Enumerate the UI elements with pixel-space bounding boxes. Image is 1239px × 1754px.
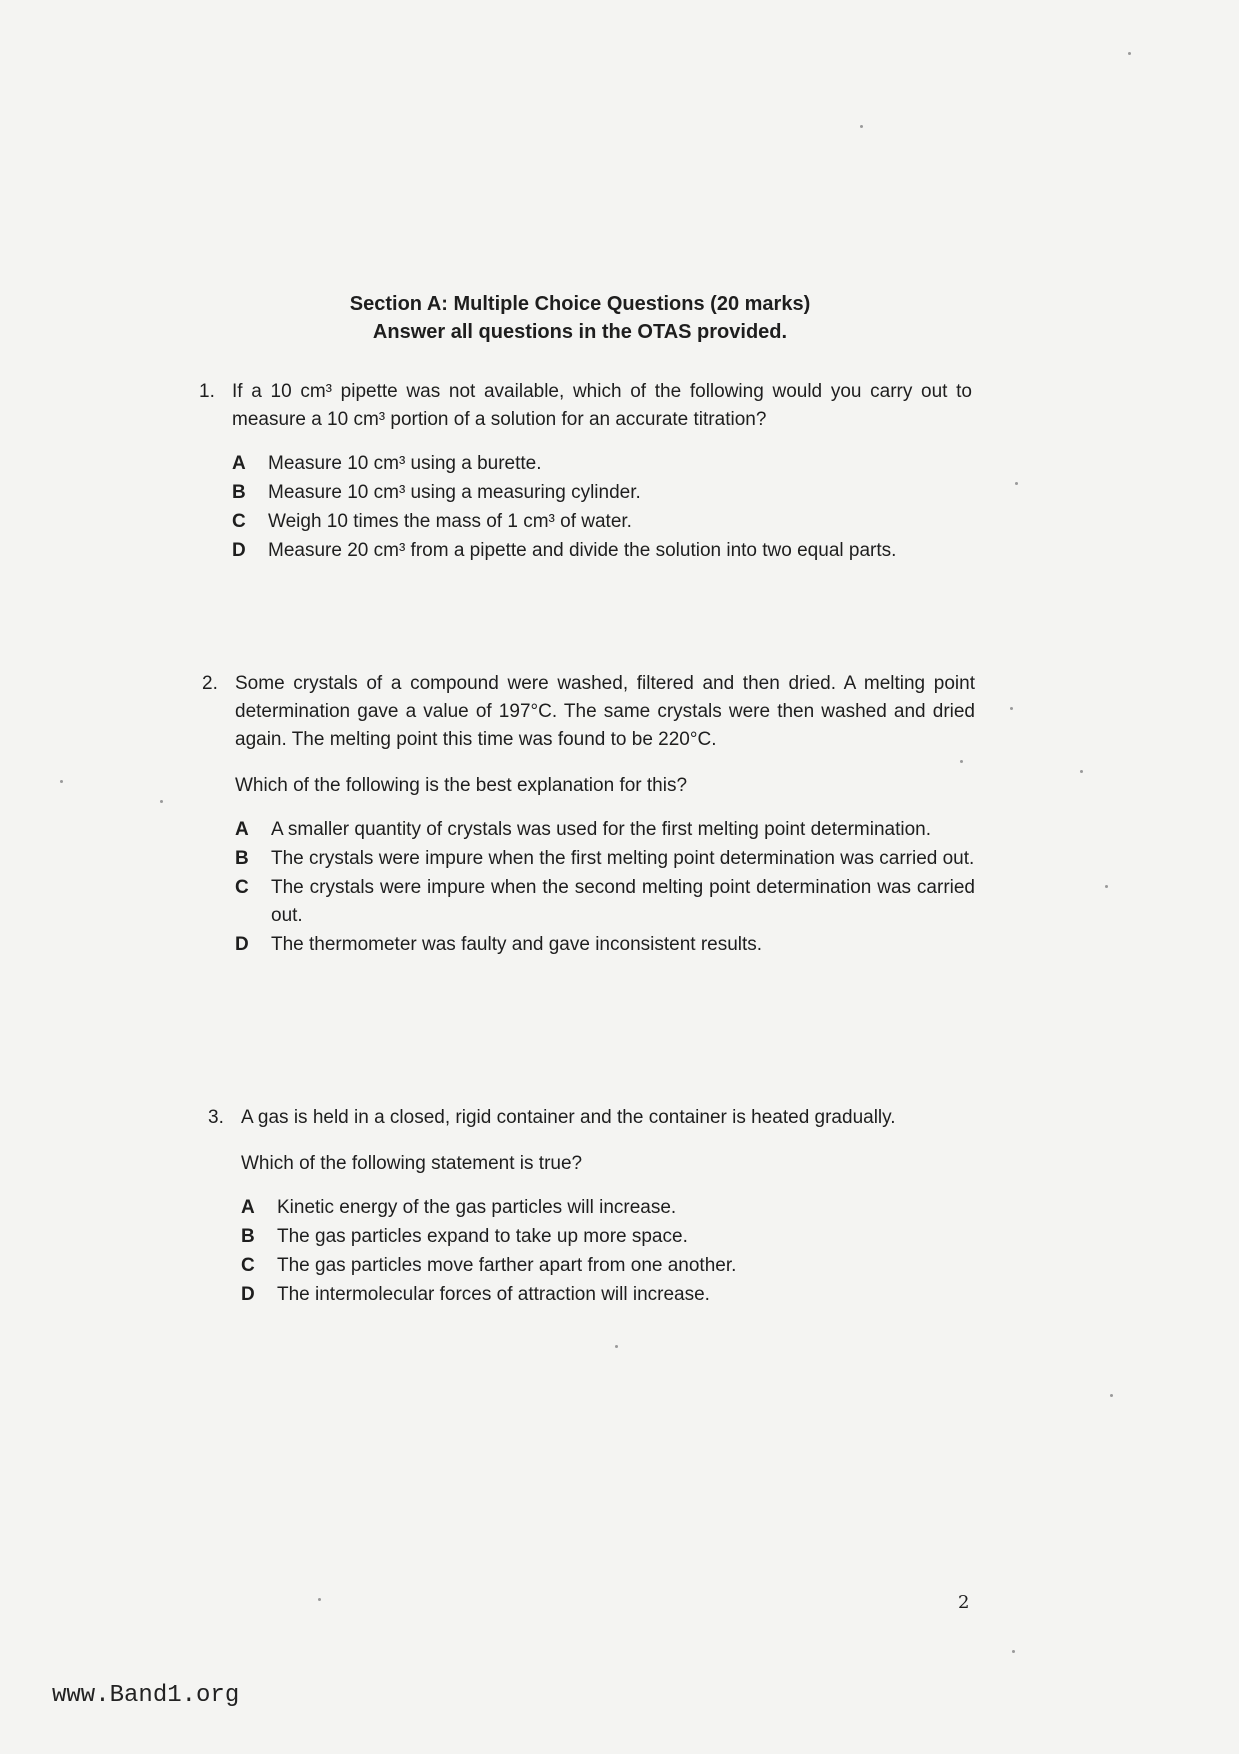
option-letter: D	[232, 540, 246, 561]
scan-speck	[1128, 52, 1131, 55]
option-letter: D	[241, 1284, 255, 1305]
option-text: The thermometer was faulty and gave inconsistent results.	[271, 934, 763, 955]
section-title: Section A: Multiple Choice Questions (20 marks)	[349, 293, 811, 315]
option-b	[241, 1223, 981, 1251]
option-a	[241, 1194, 981, 1222]
option-c	[235, 874, 975, 930]
option-list	[235, 816, 975, 959]
option-a	[232, 450, 972, 478]
option-text: The crystals were impure when the first melting point determination was carried out.	[271, 848, 975, 869]
footer-url: www.Band1.org	[52, 1682, 240, 1709]
scan-speck	[1010, 707, 1013, 710]
option-b	[232, 479, 972, 507]
option-letter: C	[235, 877, 249, 898]
question-number: 2.	[202, 673, 218, 694]
option-d	[232, 537, 972, 565]
option-letter: C	[241, 1255, 255, 1276]
page-number: 2	[958, 1592, 970, 1613]
question-3	[208, 1104, 981, 1310]
scan-speck	[615, 1345, 618, 1348]
option-text: Measure 20 cm³ from a pipette and divide the solution into two equal parts.	[268, 540, 897, 561]
question-text: A gas is held in a closed, rigid container and the container is heated gradually.	[241, 1107, 896, 1128]
option-letter: A	[235, 819, 249, 840]
scan-speck	[160, 800, 163, 803]
section-header	[300, 290, 860, 346]
question-prompt: Which of the following statement is true?	[241, 1153, 583, 1174]
option-letter: D	[235, 934, 249, 955]
option-text: Kinetic energy of the gas particles will increase.	[277, 1197, 677, 1218]
option-text: The gas particles expand to take up more space.	[277, 1226, 688, 1247]
option-list	[232, 450, 972, 565]
option-list	[241, 1194, 981, 1309]
option-text: The crystals were impure when the second melting point determination was carried out.	[271, 877, 975, 926]
question-2	[202, 670, 975, 960]
scan-speck	[318, 1598, 321, 1601]
scan-speck	[1105, 885, 1108, 888]
question-1	[199, 378, 972, 566]
option-text: Weigh 10 times the mass of 1 cm³ of water.	[268, 511, 632, 532]
scan-speck	[860, 125, 863, 128]
option-text: The intermolecular forces of attraction will increase.	[277, 1284, 710, 1305]
option-b	[235, 845, 975, 873]
option-letter: B	[241, 1226, 255, 1247]
question-text: If a 10 cm³ pipette was not available, which of the following would you carry out to measure a 10 cm³ portion of a solution for an accurate titration?	[232, 381, 972, 430]
scan-speck	[1015, 482, 1018, 485]
option-c	[232, 508, 972, 536]
option-a	[235, 816, 975, 844]
question-number: 1.	[199, 381, 215, 402]
question-prompt: Which of the following is the best explanation for this?	[235, 775, 688, 796]
option-text: A smaller quantity of crystals was used for the first melting point determination.	[271, 819, 932, 840]
question-text: Some crystals of a compound were washed, filtered and then dried. A melting point determination gave a value of 197°C. The same crystals were then washed and dried again. The melting point this time was found to be 220°C.	[235, 673, 975, 750]
section-instruction: Answer all questions in the OTAS provided.	[372, 321, 788, 343]
option-letter: C	[232, 511, 246, 532]
scan-speck	[1012, 1650, 1015, 1653]
scan-speck	[960, 760, 963, 763]
option-text: The gas particles move farther apart from one another.	[277, 1255, 737, 1276]
scan-speck	[1110, 1394, 1113, 1397]
option-letter: A	[241, 1197, 255, 1218]
option-letter: B	[235, 848, 249, 869]
option-letter: B	[232, 482, 246, 503]
option-text: Measure 10 cm³ using a burette.	[268, 453, 542, 474]
option-d	[235, 931, 975, 959]
option-d	[241, 1281, 981, 1309]
scan-speck	[1080, 770, 1083, 773]
question-number: 3.	[208, 1107, 224, 1128]
option-text: Measure 10 cm³ using a measuring cylinder.	[268, 482, 641, 503]
option-c	[241, 1252, 981, 1280]
option-letter: A	[232, 453, 246, 474]
scan-speck	[60, 780, 63, 783]
